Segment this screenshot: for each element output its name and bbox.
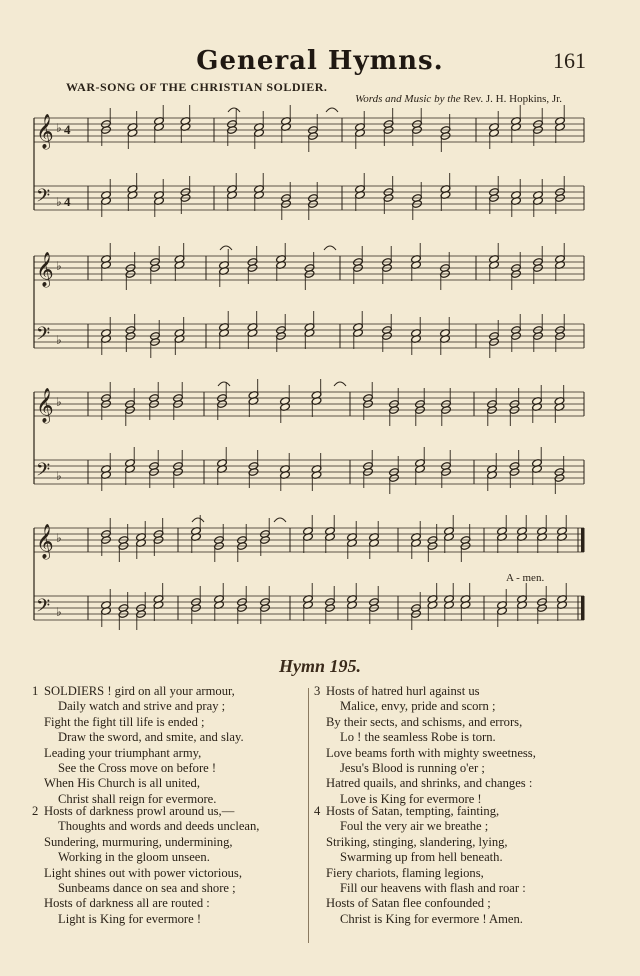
verse-line: Love is King for evermore !: [340, 791, 482, 806]
verse-line: When His Church is all united,: [44, 776, 200, 791]
flat-icon: ♭: [56, 259, 62, 273]
verse-line: Leading your triumphant army,: [44, 745, 202, 760]
verse-line: Christ is King for evermore ! Amen.: [340, 911, 523, 926]
verse-number: 2: [32, 804, 39, 818]
verse-line: Jesu's Blood is running o'er ;: [340, 761, 485, 776]
flat-icon: ♭: [56, 605, 62, 619]
verse-line: Working in the gloom unseen.: [58, 850, 210, 865]
verse-line: Hosts of darkness prowl around us,—: [44, 804, 235, 818]
flat-icon: ♭: [56, 469, 62, 483]
verse-line: SOLDIERS ! gird on all your armour,: [44, 684, 235, 698]
time-signature-bass: 4: [64, 194, 71, 209]
amen-lyric: A - men.: [506, 572, 545, 584]
fermata-icon: [334, 382, 346, 386]
verse-line: Hatred quails, and shrinks, and changes :: [326, 776, 533, 791]
fermata-icon: [326, 108, 338, 112]
verse-line: Malice, envy, pride and scorn ;: [340, 699, 496, 714]
bass-clef-icon: 𝄢: [36, 595, 51, 620]
verse-line: Hosts of darkness all are routed :: [44, 896, 210, 911]
verse-1: [32, 684, 244, 807]
final-barline-thick: [581, 528, 584, 552]
treble-clef-icon: 𝄞: [36, 525, 54, 558]
bass-clef-icon: 𝄢: [36, 323, 51, 348]
fermata-icon: [324, 246, 336, 250]
verse-line: Light shines out with power victorious,: [44, 865, 242, 880]
verse-line: Sundering, murmuring, undermining,: [44, 834, 233, 849]
verse-line: Fight the fight till life is ended ;: [44, 714, 205, 729]
column-divider: [308, 688, 309, 943]
verse-line: Love beams forth with mighty sweetness,: [326, 745, 536, 760]
verse-line: Swarming up from hell beneath.: [340, 850, 503, 865]
credit-prefix: Words and Music by the: [355, 93, 461, 105]
song-title: WAR-SONG OF THE CHRISTIAN SOLDIER.: [66, 80, 328, 94]
treble-clef-icon: 𝄞: [36, 389, 54, 422]
verse-line: Fiery chariots, flaming legions,: [326, 865, 484, 880]
verse-line: Lo ! the seamless Robe is torn.: [340, 730, 496, 745]
fermata-icon: [220, 246, 232, 250]
verse-number: 3: [314, 684, 321, 698]
fermata-icon: [218, 382, 230, 386]
flat-icon: ♭: [56, 195, 62, 209]
bass-clef-icon: 𝄢: [36, 459, 51, 484]
verse-line: Fill our heavens with flash and roar :: [340, 881, 526, 896]
verse-number: 4: [314, 804, 321, 818]
verse-line: Thoughts and words and deeds unclean,: [58, 819, 260, 834]
verse-number: 1: [32, 684, 39, 698]
flat-icon: ♭: [56, 395, 62, 409]
fermata-icon: [274, 518, 286, 522]
verse-line: See the Cross move on before !: [58, 761, 217, 776]
verse-line: Striking, stinging, slandering, lying,: [326, 834, 508, 849]
verse-4: [314, 804, 526, 927]
hymn-number: Hymn 195.: [278, 656, 361, 676]
verse-line: Daily watch and strive and pray ;: [58, 699, 226, 714]
flat-icon: ♭: [56, 531, 62, 545]
flat-icon: ♭: [56, 121, 62, 135]
verse-line: Hosts of Satan flee confounded ;: [326, 896, 491, 911]
verse-line: Light is King for evermore !: [58, 911, 202, 926]
verse-3: [314, 684, 536, 807]
verse-2: [32, 804, 260, 927]
verse-line: Hosts of Satan, tempting, fainting,: [326, 804, 500, 818]
page-number: 161: [553, 48, 586, 73]
verse-line: Hosts of hatred hurl against us: [326, 684, 480, 698]
credit-author: Rev. J. H. Hopkins, Jr.: [463, 93, 562, 105]
page-header-title: General Hymns.: [196, 46, 444, 76]
verse-line: Foul the very air we breathe ;: [340, 819, 489, 834]
flat-icon: ♭: [56, 333, 62, 347]
treble-clef-icon: 𝄞: [36, 253, 54, 286]
verse-line: Draw the sword, and smite, and slay.: [58, 730, 244, 745]
treble-clef-icon: 𝄞: [36, 115, 54, 148]
verse-line: Christ shall reign for evermore.: [58, 791, 217, 806]
verse-line: By their sects, and schisms, and errors,: [326, 714, 523, 729]
fermata-icon: [192, 518, 204, 522]
bass-clef-icon: 𝄢: [36, 185, 51, 210]
final-barline-thick: [581, 596, 584, 620]
fermata-icon: [228, 108, 240, 112]
verse-line: Sunbeams dance on sea and shore ;: [58, 881, 236, 896]
time-signature-treble: 4: [64, 122, 71, 137]
